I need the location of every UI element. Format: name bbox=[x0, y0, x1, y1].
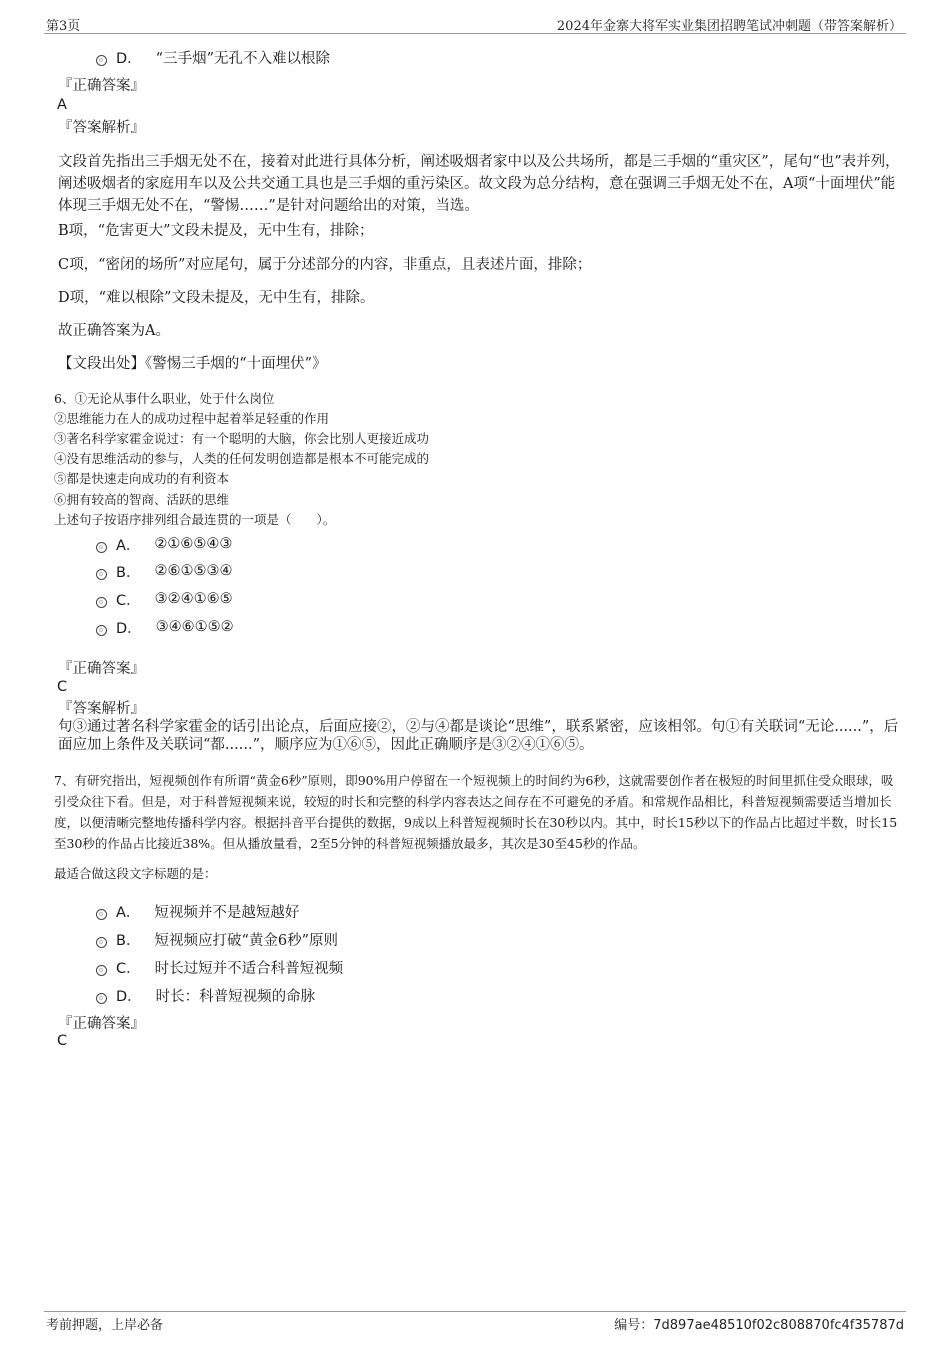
q5-analysis-b: B项，“危害更大”文段未提及，无中生有，排除； bbox=[58, 223, 374, 239]
q5-answer: A bbox=[57, 97, 67, 113]
q6-answer: C bbox=[57, 679, 68, 695]
q5-option-d[interactable] bbox=[96, 46, 330, 68]
radio-icon[interactable] bbox=[96, 993, 107, 1004]
option-text: ③②④①⑥⑤ bbox=[154, 591, 233, 607]
option-text: ②①⑥⑤④③ bbox=[154, 536, 233, 552]
q6-line: ④没有思维活动的参与，人类的任何发明创造都是根本不可能完成的 bbox=[54, 451, 430, 466]
radio-icon[interactable] bbox=[96, 569, 107, 580]
option-key: D． bbox=[116, 50, 142, 67]
option-text: 时长过短并不适合科普短视频 bbox=[154, 960, 344, 977]
radio-icon[interactable] bbox=[96, 542, 107, 553]
q6-line: ②思维能力在人的成功过程中起着举足轻重的作用 bbox=[54, 411, 330, 426]
q6-question: 上述句子按语序排列组合最连贯的一项是（ ）。 bbox=[54, 512, 336, 527]
document-code bbox=[614, 1314, 904, 1333]
q5-analysis-c: C项，“密闭的场所”对应尾句，属于分述部分的内容，非重点，且表述片面，排除； bbox=[58, 257, 592, 273]
q5-source: 【文段出处】《警惕三手烟的“十面埋伏”》 bbox=[58, 356, 327, 372]
q5-conclusion: 故正确答案为A。 bbox=[58, 323, 170, 339]
document-title: 2024年金寨大将军实业集团招聘笔试冲刺题（带答案解析） bbox=[556, 19, 902, 34]
radio-icon[interactable] bbox=[96, 937, 107, 948]
q5-analysis-heading: 『答案解析』 bbox=[58, 120, 145, 136]
q6-option-d[interactable] bbox=[96, 616, 234, 638]
radio-icon[interactable] bbox=[96, 625, 107, 636]
q7-option-d[interactable] bbox=[96, 984, 315, 1006]
option-key: A． bbox=[116, 537, 141, 554]
radio-icon[interactable] bbox=[96, 55, 107, 66]
q7-option-a[interactable] bbox=[96, 900, 299, 922]
q6-option-c[interactable] bbox=[96, 588, 233, 610]
header-rule bbox=[44, 33, 906, 34]
q6-analysis: 句③通过著名科学家霍金的话引出论点，后面应接②，②与④都是谈论“思维”，联系紧密，应该相邻。句①有关联词“无论......”，后面应加上条件及关联词“都......”，顺序应为①⑥⑤，因此正确顺序是③②④①⑥⑤。 bbox=[58, 719, 899, 753]
option-text: ③④⑥①⑤② bbox=[155, 619, 234, 635]
q7-option-c[interactable] bbox=[96, 956, 343, 978]
option-key: C． bbox=[116, 592, 141, 609]
footer-slogan: 考前押题，上岸必备 bbox=[46, 1318, 164, 1333]
footer-rule bbox=[44, 1311, 906, 1312]
q6-option-a[interactable] bbox=[96, 533, 232, 555]
q6-answer-heading: 『正确答案』 bbox=[58, 661, 145, 677]
option-text: 短视频应打破“黄金6秒”原则 bbox=[154, 932, 339, 949]
q7-stem: 7、有研究指出，短视频创作有所谓“黄金6秒”原则，即90%用户停留在一个短视频上的时间约为6秒，这就需要创作者在极短的时间里抓住受众眼球，吸引受众往下看。但是，对于科普短视频来说，较短的时长和完整的科学内容表达之间存在不可避免的矛盾。和常规作品相比，科普短视频需要适当增加长度，以便清晰完整地传播科学内容。根据抖音平台提供的数据，9成以上科普短视频时长在30秒以内。其中，时长15秒以下的作品占比超过半数，时长15至30秒的作品占比接近38%。但从播放量看，2至5分钟的科普短视频播放最多，其次是30至45秒的作品。 bbox=[54, 773, 898, 851]
q6-line: ⑥拥有较高的智商、活跃的思维 bbox=[54, 492, 230, 507]
q5-analysis-paragraph: 文段首先指出三手烟无处不在，接着对此进行具体分析，阐述吸烟者家中以及公共场所，都是三手烟的“重灾区”，尾句“也”表并列，阐述吸烟者的家庭用车以及公共交通工具也是三手烟的重污染区。故文段为总分结构，意在强调三手烟无处不在，A项“十面埋伏”能体现三手烟无处不在，“警惕……”是针对问题给出的对策，当选。 bbox=[58, 154, 900, 214]
q6-line: 6、①无论从事什么职业，处于什么岗位 bbox=[54, 391, 275, 406]
radio-icon[interactable] bbox=[96, 597, 107, 608]
option-key: D． bbox=[116, 620, 142, 637]
option-key: C． bbox=[116, 960, 141, 977]
option-key: A． bbox=[116, 904, 141, 921]
q7-question: 最适合做这段文字标题的是： bbox=[54, 866, 217, 881]
option-text: “三手烟”无孔不入难以根除 bbox=[155, 50, 330, 67]
radio-icon[interactable] bbox=[96, 909, 107, 920]
option-text: ②⑥①⑤③④ bbox=[154, 563, 233, 579]
q6-option-b[interactable] bbox=[96, 560, 232, 582]
q7-answer: C bbox=[57, 1033, 68, 1049]
radio-icon[interactable] bbox=[96, 965, 107, 976]
q6-line: ⑤都是快速走向成功的有利资本 bbox=[54, 471, 230, 486]
option-key: D． bbox=[116, 988, 142, 1005]
option-key: B． bbox=[116, 932, 141, 949]
q6-line: ③著名科学家霍金说过：有一个聪明的大脑，你会比别人更接近成功 bbox=[54, 431, 430, 446]
q5-analysis-d: D项，“难以根除”文段未提及，无中生有，排除。 bbox=[58, 290, 375, 306]
option-text: 时长：科普短视频的命脉 bbox=[155, 988, 316, 1005]
page-number: 第3页 bbox=[46, 19, 81, 34]
q7-option-b[interactable] bbox=[96, 928, 338, 950]
option-key: B． bbox=[116, 564, 141, 581]
q6-analysis-heading: 『答案解析』 bbox=[58, 701, 145, 717]
option-text: 短视频并不是越短越好 bbox=[154, 904, 300, 921]
code-label: 编号： bbox=[614, 1318, 654, 1333]
code-value: 7d897ae48510f02c808870fc4f35787d bbox=[653, 1318, 904, 1333]
q5-answer-heading: 『正确答案』 bbox=[58, 78, 145, 94]
q7-answer-heading: 『正确答案』 bbox=[58, 1016, 145, 1032]
